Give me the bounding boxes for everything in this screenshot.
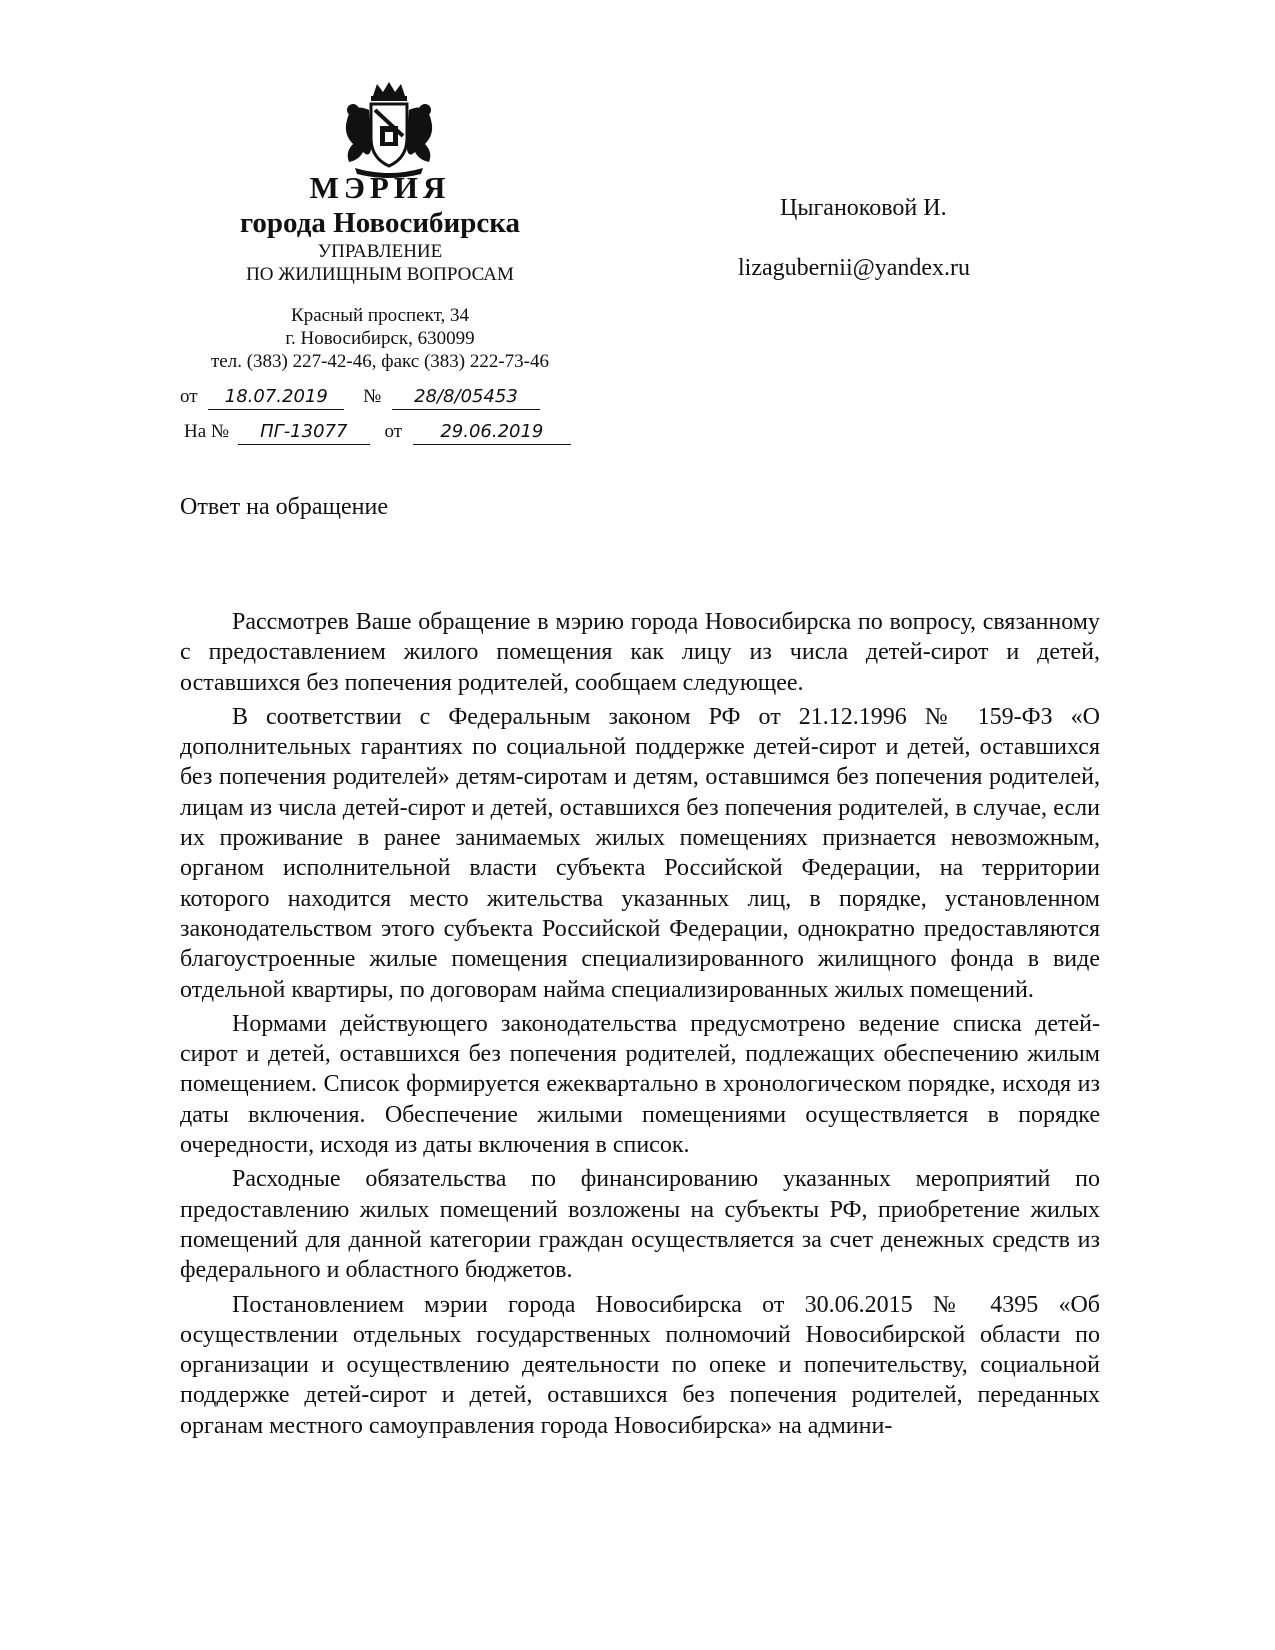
letterhead-title: МЭРИЯ <box>309 170 451 205</box>
outgoing-number: 28/8/05453 <box>392 385 540 410</box>
reply-to-label: На № <box>184 421 230 442</box>
letterhead <box>180 170 580 373</box>
incoming-date: 29.06.2019 <box>413 420 571 445</box>
recipient-email: lizagubernii@yandex.ru <box>738 255 971 281</box>
incoming-number: ПГ-13077 <box>238 420 370 445</box>
letter-body <box>180 607 1100 1441</box>
body-paragraph: Постановлением мэрии города Новосибирска от 30.06.2015 № 4395 «Об осуществлении отдельных государственных полномочий Новосибирской области по организации и осуществлению деятельности по опеке и попечительству, социальной поддержке детей-сирот и детей, оставшихся без попечения родителей, переданных органам местного самоуправления города Новосибирска» на админи- <box>180 1291 1100 1439</box>
from-label: от <box>180 386 198 407</box>
letterhead-address <box>180 304 580 373</box>
number-label: № <box>363 386 382 407</box>
address-street: Красный проспект, 34 <box>291 305 469 326</box>
address-city-zip: г. Новосибирск, 630099 <box>285 328 475 349</box>
address-phone-fax: тел. (383) 227-42-46, факс (383) 222-73-46 <box>210 351 550 372</box>
outgoing-date: 18.07.2019 <box>208 385 344 410</box>
body-paragraph: Расходные обязательства по финансированию указанных мероприятий по предоставлению жилых помещений возложены на субъекты РФ, приобретение жилых помещений для данной категории граждан осуществляется за счет денежных средств из федерального и областного бюджетов. <box>180 1166 1100 1284</box>
letterhead-department-line-2: ПО ЖИЛИЩНЫМ ВОПРОСАМ <box>246 264 514 285</box>
body-paragraph: В соответствии с Федеральным законом РФ от 21.12.1996 № 159-ФЗ «О дополнительных гарантиях по социальной поддержке детей-сирот и детей, оставшихся без попечения родителей» детям-сиротам и детям, оставшимся без попечения родителей, лицам из числа детей-сирот и детей, оставшихся без попечения родителей, в случае, если их проживание в ранее занимаемых жилых помещениях признается невозможным, органом исполнительной власти субъекта Российской Федерации, на территории которого находится место жительства указанных лиц, в порядке, установленном законодательством этого субъекта Российской Федерации, однократно предоставляются благоустроенные жилые помещения специализированного жилищного фонда в виде отдельной квартиры, по договорам найма специализированных жилых помещений. <box>180 703 1100 1003</box>
outgoing-reference <box>180 385 540 410</box>
letterhead-city: города Новосибирска <box>239 207 521 239</box>
letterhead-department-line-1: УПРАВЛЕНИЕ <box>317 241 443 262</box>
city-coat-of-arms-icon <box>333 80 445 180</box>
body-paragraph: Рассмотрев Ваше обращение в мэрию города Новосибирска по вопросу, связанному с предоставлением жилого помещения как лицу из числа детей-сирот и детей, оставшихся без попечения родителей, сообщаем следующее. <box>180 609 1100 696</box>
recipient-name: Цыганоковой И. <box>780 195 947 221</box>
incoming-reference <box>184 420 571 445</box>
incoming-from-label: от <box>384 421 403 442</box>
body-paragraph: Нормами действующего законодательства предусмотрено ведение списка детей-сирот и детей, оставшихся без попечения родителей, подлежащих обеспечению жилым помещением. Список формируется ежеквартально в хронологическом порядке, исходя из даты включения. Обеспечение жилыми помещениями осуществляется в порядке очередности, исходя из даты включения в список. <box>180 1010 1100 1159</box>
letter-subject: Ответ на обращение <box>180 494 388 520</box>
